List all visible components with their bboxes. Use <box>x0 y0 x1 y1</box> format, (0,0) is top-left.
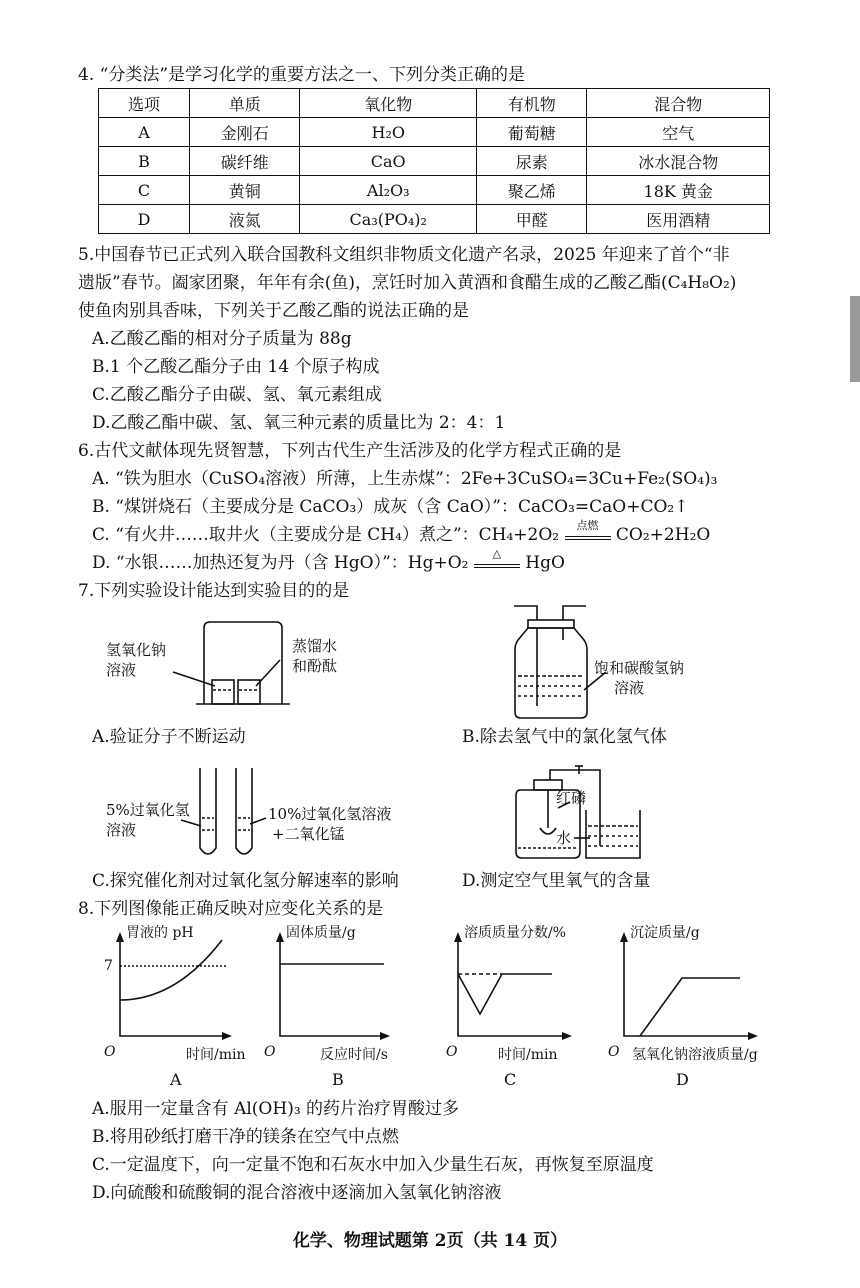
graph-d-origin: O <box>608 1044 620 1060</box>
q8-option-a: A.服用一定量含有 Al(OH)₃ 的药片治疗胃酸过多 <box>92 1099 460 1119</box>
graph-a-axes <box>120 938 226 1036</box>
table-cell: C <box>99 176 190 205</box>
q6-c-equation-left: C. “有火井……取井火（主要成分是 CH₄）煮之”：CH₄+2O₂ <box>92 525 560 545</box>
combustion-spoon <box>540 828 556 834</box>
graph-a-curve <box>120 940 222 1000</box>
graph-b-xlabel: 反应时间/s <box>320 1047 388 1063</box>
table-header: 混合物 <box>587 89 770 118</box>
graph-a-ylabel: 胃液的 pH <box>126 925 194 941</box>
graph-c-axes <box>458 938 566 1036</box>
table-cell: 金刚石 <box>190 118 300 147</box>
graph-c-xlabel: 时间/min <box>498 1047 558 1063</box>
graph-d-ylabel: 沉淀质量/g <box>630 925 700 941</box>
q5-option-a: A.乙酸乙酯的相对分子质量为 88g <box>92 329 352 349</box>
table-header: 氧化物 <box>300 89 477 118</box>
graph-a-xlabel: 时间/min <box>186 1047 246 1063</box>
table-cell: A <box>99 118 190 147</box>
table-cell: 空气 <box>587 118 770 147</box>
q8-option-b: B.将用砂纸打磨干净的镁条在空气中点燃 <box>92 1127 399 1147</box>
leader-line <box>256 660 280 686</box>
q7-caption-d: D.测定空气里氧气的含量 <box>462 871 651 891</box>
q4-stem: 4. “分类法”是学习化学的重要方法之一、下列分类正确的是 <box>78 65 526 85</box>
graph-a-origin: O <box>104 1044 116 1060</box>
water-beaker <box>586 810 640 858</box>
graph-d-letter: D <box>676 1070 689 1089</box>
q6-option-b: B. “煤饼烧石（主要成分是 CaCO₃）成灰（含 CaO）”：CaCO₃=CaO+CO₂↑ <box>92 497 689 517</box>
c-label-5-percent: 5%过氧化氢 溶液 <box>106 801 190 839</box>
graph-d-xlabel: 氢氧化钠溶液质量/g <box>632 1047 758 1063</box>
q6-d-equation-left: D. “水银……加热还复为丹（含 HgO）”：Hg+O₂ <box>92 553 469 573</box>
table-cell: 黄铜 <box>190 176 300 205</box>
q8-stem: 8.下列图像能正确反映对应变化关系的是 <box>78 899 384 919</box>
wash-bottle <box>515 628 587 718</box>
q8-option-d: D.向硫酸和硫酸铜的混合溶液中逐滴加入氢氧化钠溶液 <box>92 1183 502 1203</box>
c-label-10-percent: 10%过氧化氢溶液 +二氧化锰 <box>268 805 392 843</box>
q5-option-b: B.1 个乙酸乙酯分子由 14 个原子构成 <box>92 357 380 377</box>
q7-caption-a: A.验证分子不断运动 <box>92 727 246 747</box>
table-cell: 葡萄糖 <box>477 118 587 147</box>
graph-b-axes <box>280 938 384 1036</box>
q7-stem: 7.下列实验设计能达到实验目的的是 <box>78 581 350 601</box>
table-cell: B <box>99 147 190 176</box>
outlet-tube <box>563 606 586 620</box>
d-label-water: 水 <box>556 829 572 847</box>
q5-option-d: D.乙酸乙酯中碳、氢、氧三种元素的质量比为 2：4：1 <box>92 413 506 433</box>
table-cell: 甲醛 <box>477 205 587 234</box>
table-cell: 18K 黄金 <box>587 176 770 205</box>
table-cell: H₂O <box>300 118 477 147</box>
page-footer: 化学、物理试题第 2页（共 14 页） <box>292 1231 568 1251</box>
q6-c-equation-right: CO₂+2H₂O <box>615 525 711 545</box>
q5-stem-line2: 遗版”春节。阖家团聚，年年有余(鱼)，烹饪时加入黄酒和食醋生成的乙酸乙酯(C₄H₈O₂) <box>78 273 737 293</box>
q5-option-c: C.乙酸乙酯分子由碳、氢、氧元素组成 <box>92 385 382 405</box>
graph-b-ylabel: 固体质量/g <box>286 925 356 941</box>
graph-a-ytick: 7 <box>104 958 113 974</box>
reaction-condition: 点燃 <box>576 519 599 532</box>
test-tube-right <box>236 768 252 854</box>
q8-option-c: C.一定温度下，向一定量不饱和石灰水中加入少量生石灰，再恢复至原温度 <box>92 1155 654 1175</box>
graph-b-origin: O <box>264 1044 276 1060</box>
table-header: 选项 <box>99 89 190 118</box>
graph-d-axes <box>624 938 752 1036</box>
q6-stem: 6.古代文献体现先贤智慧，下列古代生产生活涉及的化学方程式正确的是 <box>78 441 622 461</box>
q7-caption-c: C.探究催化剂对过氧化氢分解速率的影响 <box>92 871 399 891</box>
q7-caption-b: B.除去氢气中的氯化氢气体 <box>462 727 667 747</box>
page-edge-mark <box>850 296 860 382</box>
table-cell: 尿素 <box>477 147 587 176</box>
q5-stem-line3: 使鱼肉别具香味，下列关于乙酸乙酯的说法正确的是 <box>78 301 469 321</box>
table-header: 单质 <box>190 89 300 118</box>
table-cell: 医用酒精 <box>587 205 770 234</box>
graph-c-line <box>458 974 552 1014</box>
q6-option-a: A. “铁为胆水（CuSO₄溶液）所薄，上生赤煤”：2Fe+3CuSO₄=3Cu+Fe₂(SO₄)₃ <box>92 469 718 489</box>
a-label-sodium-hydroxide: 氢氧化钠 溶液 <box>106 641 167 679</box>
graph-a-letter: A <box>170 1070 182 1089</box>
b-label-sodium-bicarbonate: 饱和碳酸氢钠 溶液 <box>594 659 685 697</box>
table-cell: 液氮 <box>190 205 300 234</box>
test-tube-left <box>200 768 216 854</box>
table-header: 有机物 <box>477 89 587 118</box>
inlet-tube <box>514 606 537 620</box>
bell-jar <box>204 622 282 704</box>
small-beaker-right <box>238 680 260 704</box>
table-cell: 冰水混合物 <box>587 147 770 176</box>
reaction-condition: △ <box>492 547 502 560</box>
table-cell: 碳纤维 <box>190 147 300 176</box>
graph-b-letter: B <box>332 1070 344 1089</box>
table-cell: Ca₃(PO₄)₂ <box>300 205 477 234</box>
leader-line <box>173 672 215 686</box>
d-label-red-phosphorus: 红磷 <box>556 789 587 807</box>
graph-c-ylabel: 溶质质量分数/% <box>464 925 567 941</box>
a-label-water-phenolphthalein: 蒸馏水 和酚酞 <box>292 637 338 675</box>
stopper <box>528 620 574 628</box>
table-cell: Al₂O₃ <box>300 176 477 205</box>
small-beaker-left <box>212 680 234 704</box>
table-cell: CaO <box>300 147 477 176</box>
q6-d-equation-right: HgO <box>525 553 565 573</box>
table-cell: D <box>99 205 190 234</box>
graph-c-letter: C <box>504 1070 517 1089</box>
graph-c-origin: O <box>446 1044 458 1060</box>
table-cell: 聚乙烯 <box>477 176 587 205</box>
graph-d-line <box>640 978 740 1036</box>
q5-stem-line1: 5.中国春节已正式列入联合国教科文组织非物质文化遗产名录，2025 年迎来了首个“非 <box>78 245 730 265</box>
